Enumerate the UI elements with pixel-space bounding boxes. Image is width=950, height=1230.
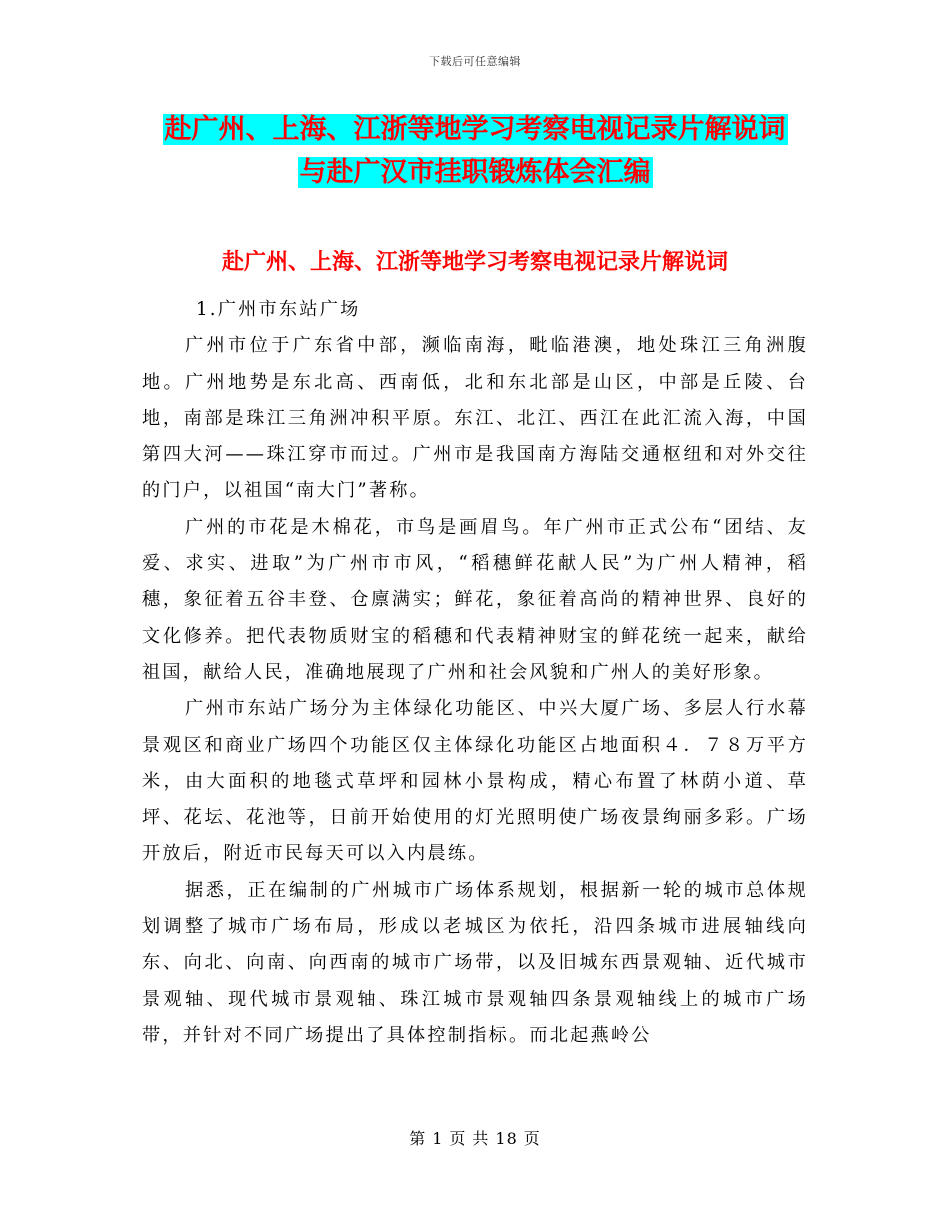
paragraph-3: 广州市东站广场分为主体绿化功能区、中兴大厦广场、多层人行水幕景观区和商业广场四个功能区仅主体绿化功能区占地面积４．７８万平方米，由大面积的地毯式草坪和园林小景构成，精心布置了林荫小道、草坪、花坛、花池等，日前开始使用的灯光照明使广场夜景绚丽多彩。广场开放后，附近市民每天可以入内晨练。 [142,698,808,865]
section-title: 赴广州、上海、江浙等地学习考察电视记录片解说词 [221,250,728,275]
footer-label-total: 共 [472,1129,490,1148]
paragraph-1: 广州市位于广东省中部，濒临南海，毗临港澳，地处珠江三角洲腹地。广州地势是东北高、西南低，北和东北部是山区，中部是丘陵、台地，南部是珠江三角洲冲积平原。东江、北江、西江在此汇流入海，中国第四大河——珠江穿市而过。广州市是我国南方海陆交通枢纽和对外交往的门户，以祖国“南大门”著称。 [142,335,808,502]
body-content [142,292,808,1054]
header-note: 下载后可任意编辑 [429,55,521,68]
footer-label-of: 页 [449,1129,467,1148]
title-line-2-text: 与赴广汉市挂职锻炼体会汇编 [299,157,651,188]
subheading: 1.广州市东站广场 [196,299,361,320]
title-line-1-text: 赴广州、上海、江浙等地学习考察电视记录片解说词 [164,114,786,145]
document-title-line-1 [0,112,950,148]
footer-total-pages: 18 [495,1129,518,1148]
page-footer [0,1126,950,1149]
document-title-line-2 [0,155,950,191]
paragraph-4: 据悉，正在编制的广州城市广场体系规划，根据新一轮的城市总体规划调整了城市广场布局，形成以老城区为依托，沿四条城市进展轴线向东、向北、向南、向西南的城市广场带，以及旧城东西景观轴、近代城市景观轴、现代城市景观轴、珠江城市景观轴四条景观轴线上的城市广场带，并针对不同广场提出了具体控制指标。而北起燕岭公 [142,879,808,1046]
footer-label-end: 页 [523,1129,541,1148]
footer-current-page: 1 [432,1129,444,1148]
paragraph-2: 广州的市花是木棉花，市鸟是画眉鸟。年广州市正式公布“团结、友爱、求实、进取”为广州市市风，“稻穗鲜花献人民”为广州人精神，稻穗，象征着五谷丰登、仓廪满实；鲜花，象征着高尚的精神世界、良好的文化修养。把代表物质财宝的稻穗和代表精神财宝的鲜花统一起来，献给祖国，献给人民，准确地展现了广州和社会风貌和广州人的美好形象。 [142,516,808,683]
footer-label-page: 第 [409,1129,427,1148]
